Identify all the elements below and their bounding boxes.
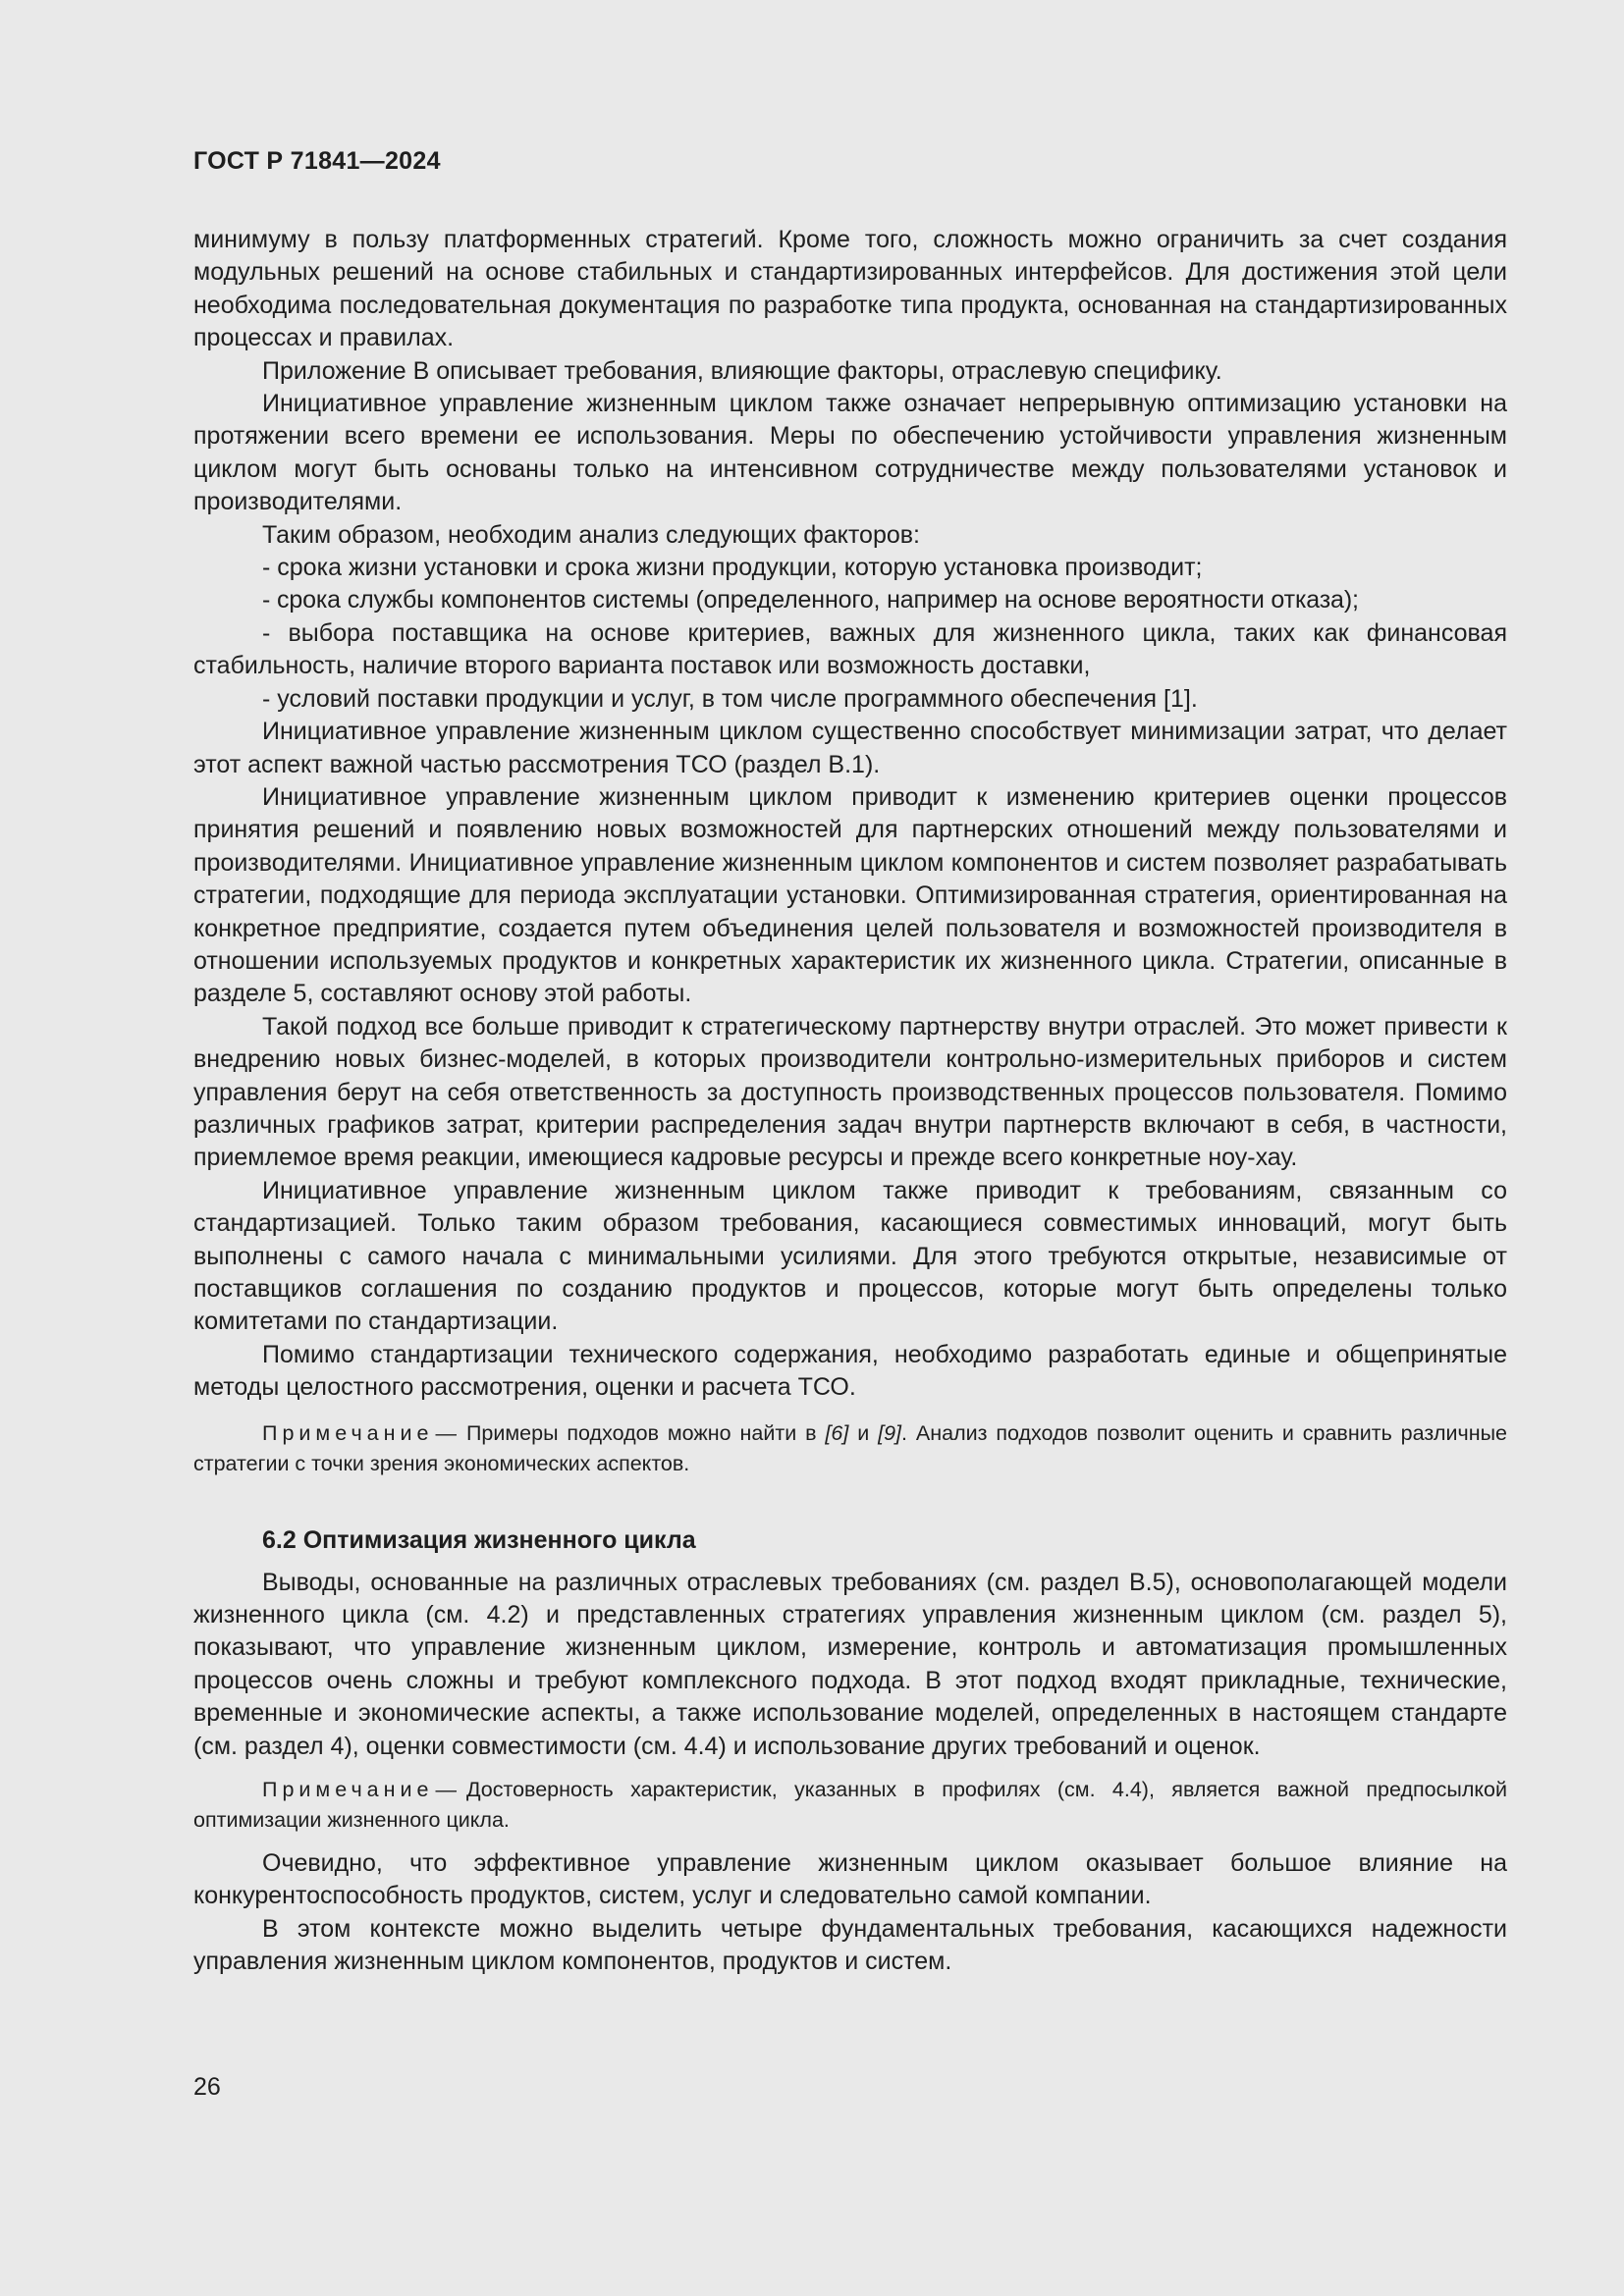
- paragraph: В этом контексте можно выделить четыре фундаментальных требования, касающихся надежности управления жизненным циклом компонентов, продуктов и систем.: [193, 1914, 1507, 1976]
- document-body: [193, 224, 1507, 1979]
- reference-link: [6]: [825, 1420, 849, 1445]
- list-item: - срока жизни установки и срока жизни продукции, которую установка производит;: [262, 554, 1203, 582]
- paragraph: Приложение В описывает требования, влияющие факторы, отраслевую специфику.: [262, 356, 1222, 385]
- paragraph: Таким образом, необходим анализ следующих факторов:: [262, 520, 920, 549]
- section-heading: 6.2 Оптимизация жизненного цикла: [262, 1525, 696, 1554]
- list-item: - выбора поставщика на основе критериев, важных для жизненного цикла, таких как финансовая стабильность, наличие второго варианта поставок или возможность доставки,: [193, 618, 1507, 680]
- note: [193, 1775, 1507, 1836]
- page-number: 26: [193, 2073, 221, 2101]
- note-text: . Анализ подходов позволит оценить и сравнить различные стратегии с точки зрения экономических аспектов.: [193, 1420, 1507, 1475]
- paragraph: Такой подход все больше приводит к стратегическому партнерству внутри отраслей. Это может привести к внедрению новых бизнес-моделей, в которых производители контрольно-измерительных приборов и систем управления берут на себя ответственность за доступность производственных процессов пользователя. Помимо различных графиков затрат, критерии распределения задач внутри партнерств включают в себя, в частности, приемлемое время реакции, имеющиеся кадровые ресурсы и прежде всего конкретные ноу-хау.: [193, 1012, 1507, 1172]
- note-text: и: [848, 1420, 879, 1445]
- note: [193, 1418, 1507, 1479]
- paragraph: Инициативное управление жизненным циклом также означает непрерывную оптимизацию установки на протяжении всего времени ее использования. Меры по обеспечению устойчивости управления жизненным циклом могут быть основаны только на интенсивном сотрудничестве между пользователями установок и производителями.: [193, 390, 1507, 516]
- note-dash: —: [435, 1778, 457, 1802]
- note-label: Примечание: [262, 1420, 434, 1445]
- paragraph: Инициативное управление жизненным циклом существенно способствует минимизации затрат, что делает этот аспект важной частью рассмотрения ТСО (раздел В.1).: [193, 718, 1507, 778]
- reference-link: [9]: [878, 1420, 902, 1445]
- paragraph: Инициативное управление жизненным циклом также приводит к требованиям, связанным со стандартизацией. Только таким образом требования, касающиеся совместимых инноваций, могут быть выполнены с самого начала с минимальными усилиями. Для этого требуются открытые, независимые от поставщиков соглашения по созданию продуктов и процессов, которые могут быть определены только комитетами по стандартизации.: [193, 1176, 1507, 1336]
- paragraph: Инициативное управление жизненным циклом приводит к изменению критериев оценки процессов принятия решений и появлению новых возможностей для партнерских отношений между пользователями и производителями. Инициативное управление жизненным циклом компонентов и систем позволяет разрабатывать стратегии, подходящие для периода эксплуатации установки. Оптимизированная стратегия, ориентированная на конкретное предприятие, создается путем объединения целей пользователя и возможностей производителя в отношении используемых продуктов и конкретных характеристик их жизненного цикла. Стратегии, описанные в разделе 5, составляют основу этой работы.: [193, 782, 1507, 1008]
- paragraph: Выводы, основанные на различных отраслевых требованиях (см. раздел В.5), основополагающей модели жизненного цикла (см. 4.2) и представленных стратегиях управления жизненным циклом (см. раздел 5), показывают, что управление жизненным циклом, измерение, контроль и автоматизация промышленных процессов очень сложны и требуют комплексного подхода. В этот подход входят прикладные, технические, временные и экономические аспекты, а также использование моделей, определенных в настоящем стандарте (см. раздел 4), оценки совместимости (см. 4.4) и использование других требований и оценок.: [193, 1568, 1507, 1760]
- note-label: Примечание: [262, 1778, 434, 1802]
- note-text: Примеры подходов можно найти в: [465, 1420, 826, 1445]
- paragraph-continuation: минимуму в пользу платформенных стратегий. Кроме того, сложность можно ограничить за счет создания модульных решений на основе стабильных и стандартизированных интерфейсов. Для достижения этой цели необходима последовательная документация по разработке типа продукта, основанная на стандартизированных процессах и правилах.: [193, 226, 1507, 352]
- paragraph: Очевидно, что эффективное управление жизненным циклом оказывает большое влияние на конкурентоспособность продуктов, систем, услуг и следовательно самой компании.: [193, 1849, 1507, 1910]
- note-text: Достоверность характеристик, указанных в профилях (см. 4.4), является важной предпосылкой оптимизации жизненного цикла.: [193, 1778, 1507, 1833]
- list-item: - срока службы компонентов системы (определенного, например на основе вероятности отказа);: [262, 586, 1359, 614]
- list-item: - условий поставки продукции и услуг, в том числе программного обеспечения [1].: [262, 684, 1198, 713]
- note-dash: —: [435, 1420, 457, 1445]
- paragraph: Помимо стандартизации технического содержания, необходимо разработать единые и общепринятые методы целостного рассмотрения, оценки и расчета ТСО.: [193, 1340, 1507, 1402]
- document-code-header: ГОСТ Р 71841—2024: [193, 147, 441, 175]
